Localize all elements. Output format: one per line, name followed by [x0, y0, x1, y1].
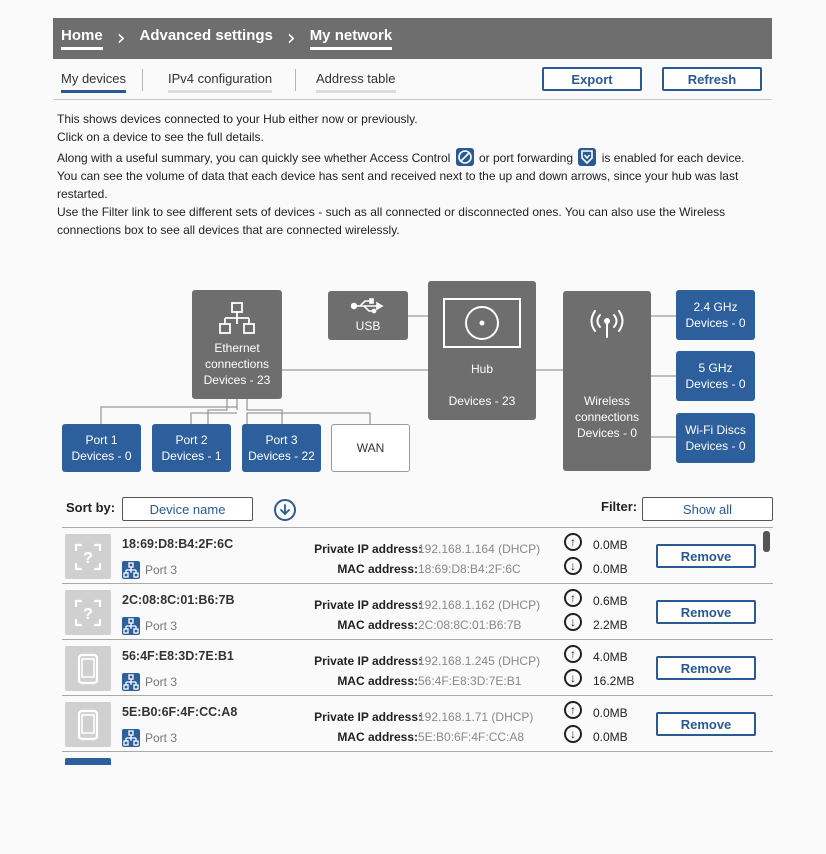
table-row[interactable]	[62, 640, 773, 696]
device-port	[122, 729, 177, 747]
filter-label: Filter:	[601, 499, 638, 514]
device-name[interactable]: 2C:08:8C:01:B6:7B	[122, 593, 235, 607]
mac-address-label: MAC address:	[337, 562, 418, 576]
port-forwarding-icon	[578, 148, 596, 166]
private-ip-label: Private IP address:	[314, 710, 422, 724]
filter-select[interactable]: Show all	[642, 497, 773, 521]
port3-box[interactable]	[242, 424, 321, 472]
device-name[interactable]: 56:4F:E8:3D:7E:B1	[122, 649, 234, 663]
port3-devices: Devices - 22	[248, 449, 315, 463]
breadcrumb-home[interactable]: Home	[61, 27, 103, 50]
hub-devices-count: Devices - 23	[448, 394, 516, 408]
upload-amount: 0.0MB	[593, 538, 628, 552]
mac-address-value: 56:4F:E8:3D:7E:B1	[418, 674, 522, 688]
wifi-24ghz-devices: Devices - 0	[685, 316, 746, 330]
intro-text	[57, 110, 767, 239]
remove-button[interactable]: Remove	[656, 656, 756, 680]
export-button[interactable]: Export	[542, 67, 642, 91]
ethernet-port-icon	[122, 617, 140, 635]
wifi-discs-box[interactable]	[676, 413, 755, 463]
device-port-label: Port 3	[145, 619, 178, 633]
chevron-right-icon: ›	[116, 25, 126, 51]
mac-address-label: MAC address:	[337, 618, 418, 632]
ethernet-port-icon	[122, 561, 140, 579]
refresh-button[interactable]: Refresh	[662, 67, 762, 91]
device-name[interactable]: 18:69:D8:B4:2F:6C	[122, 537, 234, 551]
private-ip-value: 192.168.1.245 (DHCP)	[418, 654, 541, 668]
download-arrow-icon: ↓	[564, 725, 582, 743]
private-ip-label: Private IP address:	[314, 542, 422, 556]
port1-devices: Devices - 0	[71, 449, 132, 463]
intro-line: This shows devices connected to your Hub either now or previously.	[57, 112, 418, 126]
wifi-5ghz-devices: Devices - 0	[685, 377, 746, 391]
wireless-label-line1: Wireless	[583, 394, 630, 408]
device-list	[62, 527, 773, 765]
breadcrumb-advanced-settings[interactable]: Advanced settings	[139, 27, 273, 44]
tab-my-devices[interactable]: My devices	[61, 71, 126, 93]
mac-address-value: 5E:B0:6F:4F:CC:A8	[418, 730, 525, 744]
svg-text:?: ?	[83, 549, 93, 567]
scrollbar-thumb[interactable]	[763, 531, 770, 552]
download-arrow-icon: ↓	[564, 669, 582, 687]
upload-arrow-icon: ↑	[564, 701, 582, 719]
device-port-label: Port 3	[145, 731, 178, 745]
intro-line: Click on a device to see the full details.	[57, 130, 264, 144]
tab-address-table[interactable]: Address table	[316, 71, 396, 93]
download-arrow-icon: ↓	[564, 557, 582, 575]
port2-devices: Devices - 1	[161, 449, 222, 463]
table-row-partial	[62, 752, 773, 765]
device-port	[122, 673, 177, 691]
wan-box[interactable]	[331, 424, 410, 472]
unknown-device-icon	[65, 534, 111, 579]
intro-text-fragment: Along with a useful summary, you can quickly see whether Access Control	[57, 151, 451, 165]
usb-icon	[351, 298, 385, 314]
tab-divider	[295, 69, 296, 91]
hub-label: Hub	[470, 362, 493, 376]
sort-label: Sort by:	[66, 500, 116, 515]
wifi-24ghz-box[interactable]	[676, 290, 755, 340]
wan-label: WAN	[356, 441, 385, 455]
svg-text:?: ?	[83, 605, 93, 623]
port2-label: Port 2	[175, 433, 208, 447]
private-ip-label: Private IP address:	[314, 598, 422, 612]
chevron-right-icon: ›	[286, 25, 296, 51]
hub-router-icon	[442, 297, 522, 349]
access-control-icon	[456, 148, 474, 166]
upload-amount: 0.6MB	[593, 594, 628, 608]
mac-address-label: MAC address:	[337, 730, 418, 744]
ethernet-devices-count: Devices - 23	[203, 372, 271, 387]
upload-arrow-icon: ↑	[564, 589, 582, 607]
sort-select[interactable]: Device name	[122, 497, 253, 521]
device-port-label: Port 3	[145, 563, 178, 577]
upload-amount: 4.0MB	[593, 650, 628, 664]
table-row[interactable]	[62, 528, 773, 584]
unknown-device-icon	[65, 590, 111, 635]
intro-line: You can see the volume of data that each device has sent and received next to the up and down arrows, since your hub was last restarted.	[57, 169, 739, 201]
private-ip-value: 192.168.1.71 (DHCP)	[418, 710, 534, 724]
port1-label: Port 1	[85, 433, 118, 447]
device-name[interactable]: 5E:B0:6F:4F:CC:A8	[122, 705, 238, 719]
phone-icon	[65, 646, 111, 691]
ethernet-connections-box[interactable]	[192, 290, 282, 399]
ethernet-port-icon	[122, 729, 140, 747]
usb-box[interactable]	[328, 291, 408, 340]
ethernet-network-icon	[218, 302, 256, 336]
mac-address-value: 2C:08:8C:01:B6:7B	[418, 618, 522, 632]
download-amount: 0.0MB	[593, 562, 628, 576]
device-thumbnail	[65, 758, 111, 765]
download-amount: 0.0MB	[593, 730, 628, 744]
ethernet-label-line1: Ethernet	[214, 340, 260, 355]
port1-box[interactable]	[62, 424, 141, 472]
remove-button[interactable]: Remove	[656, 544, 756, 568]
upload-arrow-icon: ↑	[564, 645, 582, 663]
ethernet-port-icon	[122, 673, 140, 691]
tab-bar	[53, 66, 772, 100]
private-ip-value: 192.168.1.162 (DHCP)	[418, 598, 541, 612]
private-ip-label: Private IP address:	[314, 654, 422, 668]
port2-box[interactable]	[152, 424, 231, 472]
download-amount: 16.2MB	[593, 674, 635, 688]
wifi-24ghz-label: 2.4 GHz	[693, 300, 738, 314]
intro-line	[57, 148, 767, 167]
table-row[interactable]	[62, 696, 773, 752]
remove-button[interactable]: Remove	[656, 600, 756, 624]
table-row[interactable]	[62, 584, 773, 640]
wifi-5ghz-label: 5 GHz	[698, 361, 733, 375]
mac-address-label: MAC address:	[337, 674, 418, 688]
download-amount: 2.2MB	[593, 618, 628, 632]
wireless-antenna-icon	[589, 307, 625, 339]
hub-box[interactable]	[428, 281, 536, 420]
sort-direction-button[interactable]	[274, 499, 296, 521]
remove-button[interactable]: Remove	[656, 712, 756, 736]
phone-icon	[65, 702, 111, 747]
port3-label: Port 3	[265, 433, 298, 447]
wifi-discs-devices: Devices - 0	[685, 439, 746, 453]
wireless-devices-count: Devices - 0	[576, 426, 638, 440]
ethernet-label-line2: connections	[204, 356, 270, 371]
intro-line: Use the Filter link to see different sets of devices - such as all connected or disconnected ones. You can also use the Wireless connections box to see all devices that are connected wirelessly.	[57, 205, 726, 237]
device-port	[122, 561, 177, 579]
tab-ipv4-configuration[interactable]: IPv4 configuration	[168, 71, 272, 93]
wifi-5ghz-box[interactable]	[676, 351, 755, 401]
upload-arrow-icon: ↑	[564, 533, 582, 551]
usb-label: USB	[355, 318, 381, 333]
upload-amount: 0.0MB	[593, 706, 628, 720]
intro-text-fragment: or port forwarding	[478, 151, 574, 165]
download-arrow-icon: ↓	[564, 613, 582, 631]
private-ip-value: 192.168.1.164 (DHCP)	[418, 542, 541, 556]
mac-address-value: 18:69:D8:B4:2F:6C	[418, 562, 521, 576]
arrow-down-icon	[279, 504, 291, 516]
wireless-connections-box[interactable]	[563, 291, 651, 471]
wireless-label-line2: connections	[574, 410, 640, 424]
breadcrumb	[53, 18, 772, 59]
wifi-discs-label: Wi-Fi Discs	[685, 423, 746, 437]
breadcrumb-my-network[interactable]: My network	[310, 27, 393, 50]
device-port-label: Port 3	[145, 675, 178, 689]
intro-text-fragment: is enabled for each device.	[601, 151, 745, 165]
device-port	[122, 617, 177, 635]
tab-divider	[142, 69, 143, 91]
